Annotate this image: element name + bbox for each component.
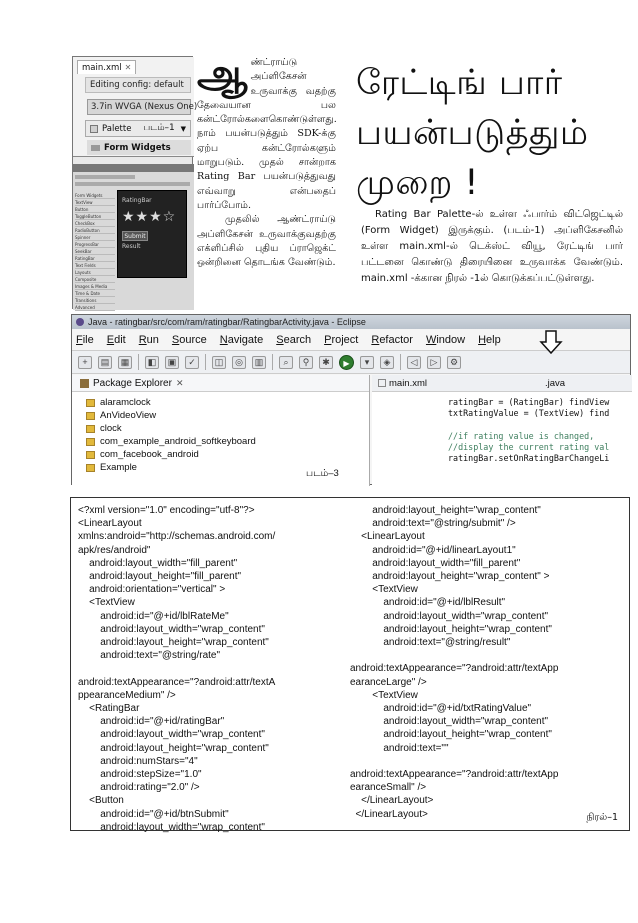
code-line: android:layout_height="wrap_content" — [350, 623, 552, 635]
code-line: android:layout_height="wrap_content" > — [350, 571, 550, 583]
save-icon[interactable]: ▤ — [98, 356, 112, 369]
code-line: <TextView — [350, 584, 418, 596]
avd-icon[interactable]: ▣ — [165, 356, 179, 369]
form-widgets-header — [87, 140, 191, 155]
code-line: android:rating="2.0" /> — [78, 782, 200, 794]
mini-toolbar — [75, 182, 190, 186]
code-line: android:id="@+id/lblResult" — [350, 597, 506, 609]
result-label: Result — [122, 243, 141, 250]
code-line — [350, 649, 632, 662]
package-explorer-icon — [80, 379, 89, 388]
headline-line-3: முறை ! — [356, 163, 479, 203]
mini-palette-item: Advanced — [75, 304, 115, 311]
editing-config-label: Editing config: default — [85, 77, 191, 93]
code-line: android:layout_height="wrap_content" — [350, 505, 541, 516]
intro-text — [197, 50, 337, 270]
code-line: android:textAppearance="?android:attr/textApp — [350, 769, 559, 781]
menu-item-search[interactable]: Search — [276, 334, 312, 346]
mini-titlebar — [73, 164, 194, 172]
code-line: android:text="@string/result" — [350, 637, 511, 649]
code-line: //display the current rating val — [448, 441, 610, 452]
mini-palette-item: Time & Date — [75, 290, 115, 297]
close-icon[interactable]: ✕ — [175, 377, 184, 388]
menu-item-refactor[interactable]: Refactor — [371, 334, 413, 346]
code-line: android:id="@+id/linearLayout1" — [350, 544, 516, 556]
eclipse-titlebar — [72, 315, 630, 329]
code-line: android:layout_height="fill_parent" — [78, 571, 242, 583]
code-line: android:layout_width="wrap_content" — [350, 610, 549, 622]
code-line: ratingBar = (RatingBar) findView — [448, 397, 610, 407]
menu-item-help[interactable]: Help — [478, 334, 501, 346]
mini-palette-item: SeekBar — [75, 248, 115, 255]
menu-item-source[interactable]: Source — [171, 334, 207, 346]
code-line: android:stepSize="1.0" — [78, 769, 202, 781]
new-icon[interactable]: + — [78, 356, 92, 369]
code-line: android:layout_width="fill_parent" — [78, 557, 238, 569]
code-column-right — [350, 504, 632, 821]
eclipse-toolbar — [72, 350, 630, 374]
mini-palette-item: ToggleButton — [75, 213, 115, 220]
menu-item-file[interactable]: File — [76, 334, 94, 346]
menu-item-run[interactable]: Run — [138, 334, 159, 346]
project-label: AnVideoView — [100, 410, 157, 421]
tab-label: main.xml — [82, 62, 122, 73]
code-line: android:orientation="vertical" > — [78, 584, 226, 596]
toolbar-divider — [205, 354, 206, 370]
back-icon[interactable]: ◁ — [407, 356, 421, 369]
code-line: <TextView — [350, 689, 418, 701]
print-icon[interactable]: ▦ — [118, 356, 132, 369]
project-item[interactable] — [86, 422, 369, 435]
code-line: android:text="@string/submit" /> — [350, 518, 516, 530]
menu-item-edit[interactable]: Edit — [106, 334, 126, 346]
code-line: xmlns:android="http://schemas.android.com/ — [78, 531, 276, 543]
open-type-icon[interactable]: ⌕ — [279, 356, 293, 369]
layout-editor-screenshot — [73, 164, 194, 310]
palette-screenshot — [72, 56, 198, 310]
project-folder-icon — [86, 451, 95, 459]
toolbar-divider — [400, 354, 401, 370]
form-widgets-label: Form Widgets — [104, 142, 171, 153]
xml-code-listing — [70, 497, 630, 831]
project-item[interactable] — [86, 396, 369, 409]
code-line: android:numStars="4" — [78, 755, 198, 767]
code-line: <TextView — [78, 597, 135, 609]
code-line: android:id="@+id/txtRatingValue" — [350, 703, 532, 715]
run-icon[interactable]: ▶ — [339, 355, 354, 370]
code-line: android:layout_width="wrap_content" — [78, 623, 265, 635]
mini-toolbar — [75, 175, 135, 179]
new-project-icon[interactable]: ◫ — [212, 356, 226, 369]
eclipse-logo-icon — [76, 318, 84, 326]
editor-tabs — [372, 375, 632, 392]
mini-palette-item: ProgressBar — [75, 241, 115, 248]
xml-file-icon — [378, 379, 386, 387]
chevron-down-icon: ▼ — [180, 124, 186, 133]
palette-screenshot-top — [73, 57, 198, 157]
project-label: Example — [100, 462, 137, 473]
project-folder-icon — [86, 464, 95, 472]
close-icon: ✕ — [124, 63, 132, 72]
code-line: android:text="" — [350, 742, 449, 754]
java-code[interactable] — [372, 392, 632, 464]
project-folder-icon — [86, 412, 95, 420]
code-line: android:layout_width="wrap_content" — [350, 716, 549, 728]
device-preview — [117, 190, 187, 278]
code-line: apk/res/android" — [78, 544, 151, 556]
mini-palette-item: Transitions — [75, 297, 115, 304]
device-header: RatingBar — [122, 197, 152, 204]
code-line: android:textAppearance="?android:attr/textApp — [350, 663, 559, 675]
project-label: com_facebook_android — [100, 449, 199, 460]
project-folder-icon — [86, 438, 95, 446]
mini-palette-item: Images & Media — [75, 283, 115, 290]
code-line: android:textAppearance="?android:attr/textA — [78, 676, 276, 688]
folder-icon — [91, 145, 100, 151]
search-icon[interactable]: ⚲ — [299, 356, 313, 369]
code-column-left — [78, 504, 348, 834]
mini-palette-item: Layouts — [75, 269, 115, 276]
intro-paragraph-2: முதலில் ஆண்ட்ராய்டு அப்ளிகேசன் உருவாக்குவதற்கு எக்ளிப்சில் புதிய ப்ராஜெக்ட் ஒன்றினை தொடங்க வேண்டும். — [197, 214, 336, 269]
code-line: android:id="@+id/btnSubmit" — [78, 808, 229, 820]
code-line: </LinearLayout> — [350, 795, 434, 807]
code-line: android:layout_height="wrap_content" — [78, 742, 269, 754]
project-list — [72, 392, 369, 474]
code-line: android:layout_width="wrap_content" — [78, 821, 265, 833]
package-explorer — [72, 375, 370, 486]
palette-header — [85, 120, 191, 137]
submit-button-preview: Submit — [122, 231, 148, 241]
listing-caption: நிரல்–1 — [586, 812, 618, 823]
menu-item-project[interactable]: Project — [324, 334, 359, 346]
project-item[interactable] — [86, 435, 369, 448]
code-line: <RatingBar — [78, 703, 140, 715]
body-paragraph: Rating Bar Palette-ல் உள்ள ஃபார்ம் விட்ஜெட்டில் (Form Widget) இருக்கும். (படம்-1) அப்ளிகேசனில் உள்ள main.xml-ல் டெக்ஸ்ட் வியூ, ரேட்டிங் பார் பட்டனை கொண்டு திரையினை உருவாக்க வேண்டும். main.xml -க்கான நிரல் -1ல் கொடுக்கப்பட்டுள்ளது. — [361, 209, 623, 284]
mini-palette-item: Text Fields — [75, 262, 115, 269]
mainxml-tab — [77, 60, 136, 74]
code-line: txtRatingValue = (TextView) find — [448, 408, 610, 419]
drop-cap: ஆ — [197, 50, 248, 97]
mini-palette-item: TextView — [75, 199, 115, 206]
mini-palette-item: Button — [75, 206, 115, 213]
mini-palette-item: RatingBar — [75, 255, 115, 262]
headline — [356, 58, 626, 208]
tab-main-xml[interactable] — [378, 378, 427, 389]
project-folder-icon — [86, 399, 95, 407]
code-line: <LinearLayout — [350, 531, 425, 543]
debug-icon[interactable]: ✱ — [319, 356, 333, 369]
android-sdk-icon[interactable]: ◧ — [145, 356, 159, 369]
project-label: com_example_android_softkeyboard — [100, 436, 256, 447]
headline-line-2: பயன்படுத்தும் — [356, 113, 589, 153]
rating-stars: ★★★☆ — [122, 209, 177, 225]
code-editor — [372, 375, 632, 486]
external-tools-icon[interactable]: ◈ — [380, 356, 394, 369]
code-line — [448, 419, 632, 430]
toolbar-divider — [272, 354, 273, 370]
code-line: android:text="@string/rate" — [78, 650, 221, 662]
code-line: </LinearLayout> — [350, 808, 428, 820]
project-item[interactable] — [86, 448, 369, 461]
intro-paragraph: ண்ட்ராய்டு அப்ளிகேசன் உருவாக்கு வதற்கு தேவையான பல கன்ட்ரோல்களைகொண்டுள்ளது. நாம் பயன்படுத்தும் SDK-க்கு ஏற்ப கன்ட்ரோல்களும் மாறுபடும். முதல் சான்றாக Rating Bar பயன்படுத்துவது எவ்வாறு என்பதைப் பார்ப்போம். — [197, 57, 337, 211]
code-line: earanceSmall" /> — [350, 782, 427, 794]
code-line: android:layout_width="fill_parent" — [350, 557, 521, 569]
new-package-icon[interactable]: ▥ — [252, 356, 266, 369]
code-line: <?xml version="1.0" encoding="utf-8"?> — [78, 505, 255, 516]
menu-item-window[interactable]: Window — [425, 334, 466, 346]
palette-label: Palette — [102, 123, 132, 134]
code-line: android:layout_height="wrap_content" — [350, 729, 552, 741]
mini-palette-item: RadioButton — [75, 227, 115, 234]
mini-palette-item: CheckBox — [75, 220, 115, 227]
mini-palette-item: Composite — [75, 276, 115, 283]
code-line: //if rating value is changed, — [448, 430, 595, 441]
code-line: android:layout_width="wrap_content" — [78, 729, 265, 741]
mini-palette-item: Form Widgets — [75, 192, 115, 199]
figure-3-caption: படம்–3 — [306, 468, 339, 479]
tab-label: main.xml — [389, 377, 428, 389]
project-folder-icon — [86, 425, 95, 433]
tab-label: .java — [545, 377, 566, 389]
code-line — [350, 755, 632, 768]
code-line: android:id="@+id/lblRateMe" — [78, 610, 229, 622]
run-dropdown-icon[interactable]: ▾ — [360, 356, 374, 369]
tab-java[interactable] — [545, 378, 565, 389]
mini-palette-item: Spinner — [75, 234, 115, 241]
code-line: ratingBar.setOnRatingBarChangeLi — [448, 453, 610, 464]
headline-line-1: ரேட்டிங் பார் — [356, 63, 563, 103]
mini-palette-list — [75, 192, 115, 310]
package-explorer-title[interactable]: Package Explorer — [93, 377, 172, 389]
lint-icon[interactable]: ✓ — [185, 356, 199, 369]
project-item[interactable] — [86, 409, 369, 422]
code-line: earanceLarge" /> — [350, 676, 427, 688]
device-select: 3.7in WVGA (Nexus One) — [87, 99, 191, 115]
code-line: <Button — [78, 795, 124, 807]
code-line: ppearanceMedium" /> — [78, 689, 176, 701]
forward-icon[interactable]: ▷ — [427, 356, 441, 369]
package-explorer-header — [72, 375, 369, 392]
code-line: android:id="@+id/ratingBar" — [78, 716, 225, 728]
window-title: Java - ratingbar/src/com/ram/ratingbar/RatingbarActivity.java - Eclipse — [88, 317, 366, 327]
new-class-icon[interactable]: ◎ — [232, 356, 246, 369]
code-line: <LinearLayout — [78, 518, 142, 530]
figure-1-caption: படம்–1 — [143, 123, 175, 133]
project-label: clock — [100, 423, 122, 434]
menu-item-navigate[interactable]: Navigate — [219, 334, 264, 346]
palette-icon — [90, 125, 98, 133]
settings-icon[interactable]: ⚙ — [447, 356, 461, 369]
toolbar-divider — [138, 354, 139, 370]
project-label: alaramclock — [100, 397, 151, 408]
code-line — [78, 662, 348, 675]
arrow-down-icon — [541, 331, 561, 353]
eclipse-screenshot — [71, 314, 631, 485]
code-line: android:layout_height="wrap_content" — [78, 637, 269, 649]
